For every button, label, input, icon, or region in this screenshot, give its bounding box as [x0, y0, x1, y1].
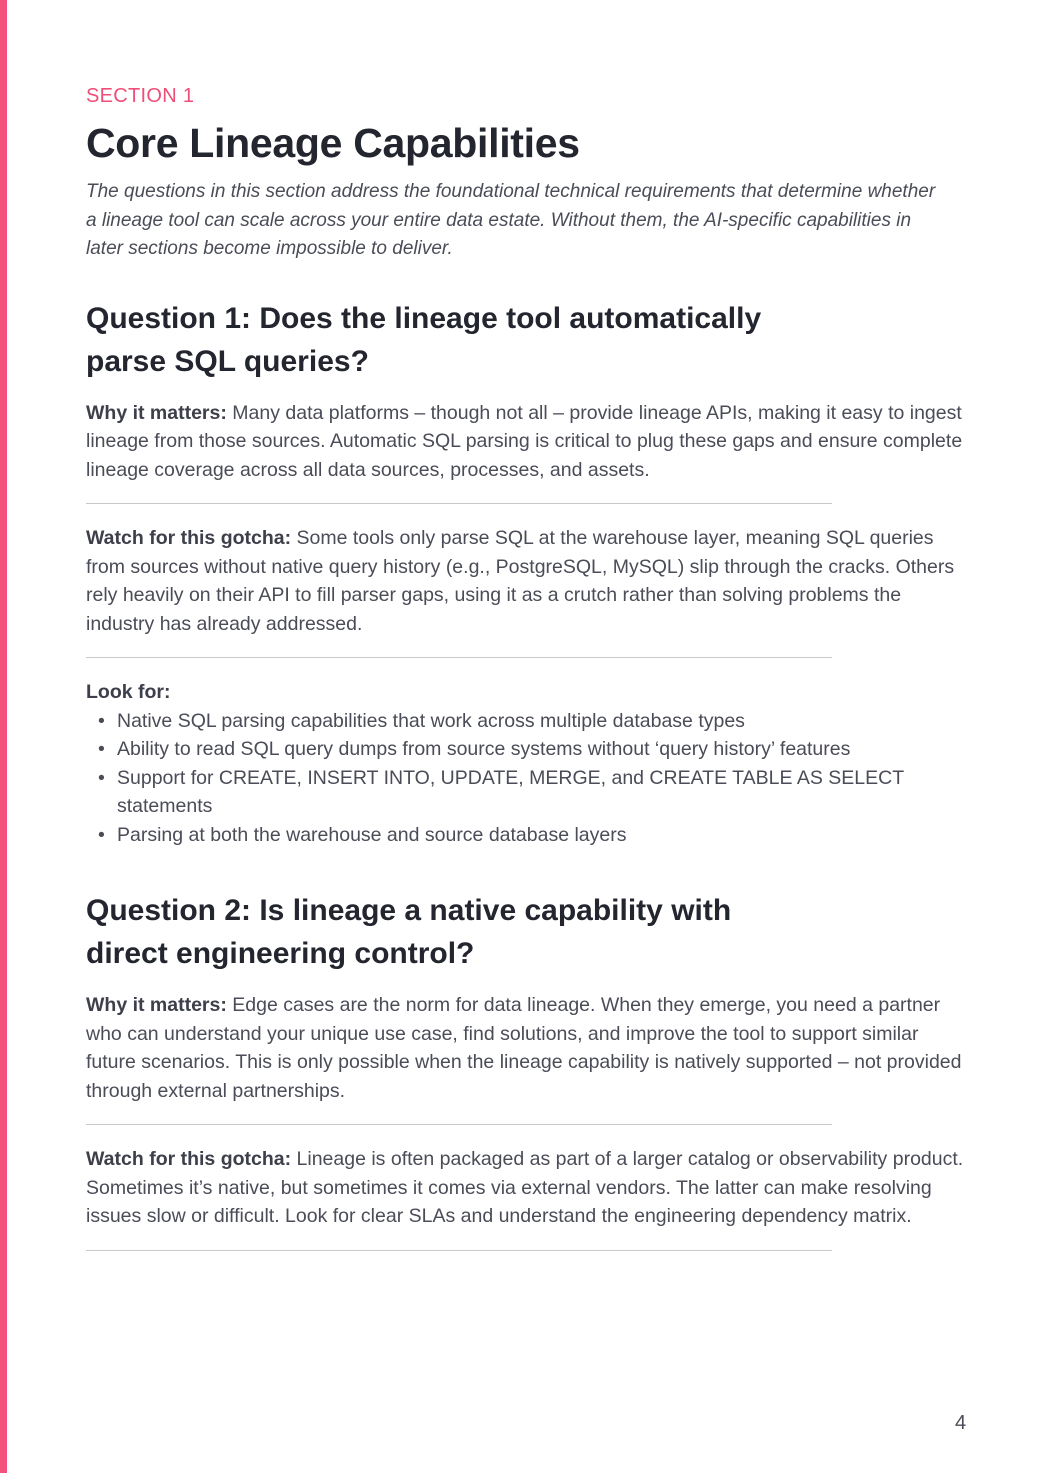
question-2-gotcha [86, 1145, 966, 1231]
list-item: • Support for CREATE, INSERT INTO, UPDATE, MERGE, and CREATE TABLE AS SELECT statements [86, 764, 966, 821]
divider [86, 657, 832, 658]
why-it-matters-label: Why it matters: [86, 994, 227, 1016]
section-eyebrow: SECTION 1 [86, 85, 195, 107]
look-for-list [86, 707, 966, 850]
gotcha-text: Some tools only parse SQL at the warehouse layer, meaning SQL queries from sources without native query history (e.g., PostgreSQL, MySQL) slip through the cracks. Others rely heavily on their API to fill parser gaps, using it as a crutch rather than solving problems the industry has already addressed. [86, 527, 955, 635]
list-item: • Native SQL parsing capabilities that work across multiple database types [86, 707, 966, 736]
why-it-matters-label: Why it matters: [86, 401, 227, 424]
question-2-why-it-matters [86, 991, 966, 1105]
divider [86, 503, 832, 504]
divider [86, 1250, 832, 1251]
accent-bar [0, 0, 7, 1473]
gotcha-text: Lineage is often packaged as part of a larger catalog or observability product. Sometimes it’s native, but sometimes it comes via external vendors. The latter can make resolving issues slow or difficult. Look for clear SLAs and understand the engineering dependency matrix. [86, 1148, 964, 1227]
look-for-label: Look for: [86, 681, 171, 703]
question-1-why-it-matters [86, 399, 966, 485]
bullet-icon: • [98, 709, 105, 732]
gotcha-label: Watch for this gotcha: [86, 527, 292, 549]
list-item: • Parsing at both the warehouse and source database layers [86, 821, 966, 850]
bullet-icon: • [98, 738, 105, 760]
page-content [86, 82, 966, 1271]
question-1-gotcha [86, 524, 966, 638]
page-number: 4 [955, 1412, 967, 1434]
divider [86, 1124, 832, 1125]
section-intro: The questions in this section address the foundational technical requirements that determine whether a lineage tool can scale across your entire data estate. Without them, the AI-specific capabilities in later sections become impossible to deliver. [86, 181, 936, 259]
list-item: • Ability to read SQL query dumps from source systems without ‘query history’ features [86, 735, 966, 764]
why-it-matters-text: Many data platforms – though not all – provide lineage APIs, making it easy to ingest lineage from those sources. Automatic SQL parsing is critical to plug these gaps and ensure complete lineage coverage across all data sources, processes, and assets. [86, 401, 963, 481]
gotcha-label: Watch for this gotcha: [86, 1148, 292, 1170]
question-1-title: Question 1: Does the lineage tool automatically parse SQL queries? [86, 301, 762, 378]
bullet-icon: • [98, 823, 105, 846]
why-it-matters-text: Edge cases are the norm for data lineage. When they emerge, you need a partner who can understand your unique use case, find solutions, and improve the tool to support similar future scenarios. This is only possible when the lineage capability is natively supported – not provided through external partnerships. [86, 994, 962, 1102]
bullet-icon: • [98, 766, 105, 789]
question-2-title: Question 2: Is lineage a native capability with direct engineering control? [86, 894, 732, 970]
page-title: Core Lineage Capabilities [86, 120, 580, 166]
